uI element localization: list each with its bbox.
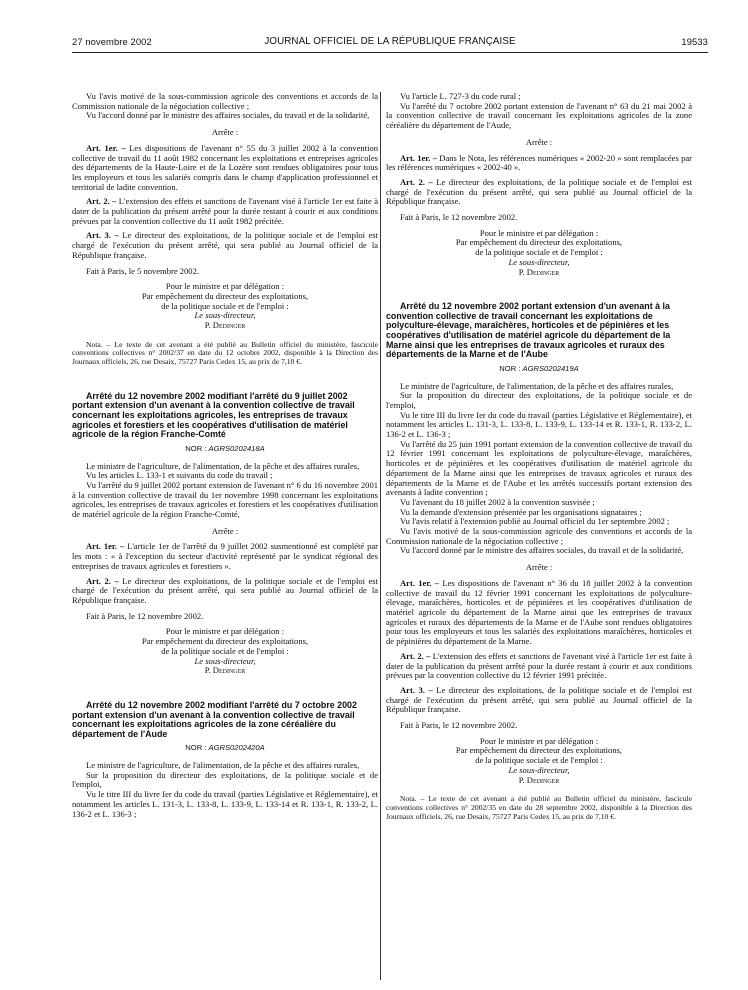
- signature-line: Le sous-directeur,: [194, 310, 256, 321]
- paragraph: Vu les articles L. 133-1 et suivants du code du travail ;: [86, 470, 273, 481]
- article: [386, 579, 692, 647]
- article-label: Art. 2. –: [86, 196, 117, 207]
- article-text: Le directeur des exploitations, de la politique sociale et de l'emploi est chargé de l'exécution du présent arrêté, qui sera publié au Journal officiel de la République française.: [386, 684, 692, 715]
- signature-line: Le sous-directeur,: [508, 256, 570, 267]
- columns: [72, 92, 708, 980]
- arrete-heading: Arrête :: [211, 127, 239, 138]
- article: [72, 542, 378, 571]
- article-text: L'extension des effets et sanctions de l'avenant visé à l'article 1er est faite à dater de la publication du présent arrêté pour la durée restant à courir et aux conditions prévues par la convention collective du 12 février 1991 précitée.: [386, 650, 693, 681]
- signature-date: Fait à Paris, le 12 novembre 2002.: [400, 212, 518, 223]
- paragraph: Vu l'avis motivé de la sous-commission agricole des conventions et accords de la Commission nationale de la négociation collective ;: [72, 91, 378, 111]
- decree-title: Arrêté du 12 novembre 2002 modifiant l'arrêté du 7 octobre 2002 portant extension d'un avenant à la convention collective de travail concernant les exploitations agricoles de la zone céréalière du département de l'Aude: [72, 699, 357, 739]
- signature-block: [72, 627, 378, 676]
- paragraph: Vu l'arrêté du 9 juillet 2002 portant extension de l'avenant n° 6 du 16 novembre 2001 à la convention collective de travail du 1er novembre 1998 concernant les exploitations agricoles, les entreprises de travaux agricoles et forestiers et les coopératives d'utilisation de matériel agricole de la région Franche-Comté,: [72, 479, 378, 520]
- article: [72, 577, 378, 606]
- paragraph: Vu la demande d'extension présentée par les organisations signataires ;: [400, 506, 642, 517]
- paragraph: Vu l'accord donné par le ministre des affaires sociales, du travail et de la solidarité,: [86, 110, 370, 121]
- paragraph: Sur la proposition du directeur des exploitations, de la politique sociale et de l'emploi,: [72, 769, 378, 790]
- article-text: Le directeur des exploitations, de la politique sociale et de l'emploi est chargé de l'exécution du présent arrêté, qui sera publié au Journal officiel de la République française.: [72, 575, 378, 605]
- signature-line: de la politique sociale et de l'emploi :: [161, 300, 289, 311]
- signature-block: [386, 737, 692, 786]
- paragraph: Vu l'avis relatif à l'extension publié au Journal officiel du 1er septembre 2002 ;: [400, 516, 670, 527]
- article-label: Art. 2. –: [400, 650, 431, 661]
- signature-line: de la politique sociale et de l'emploi :: [475, 247, 603, 258]
- article-label: Art. 1er. –: [400, 577, 440, 588]
- signature-line: Le sous-directeur,: [508, 764, 570, 775]
- signature-line: Par empêchement du directeur des exploitations,: [455, 237, 623, 248]
- article-text: Les dispositions de l'avenant n° 55 du 3 juillet 2002 à la convention collective de travail du 11 août 1982 concernant les exploitations et entreprises agricoles des départements de la Haute-Loire et de la Lozère sont rendues obligatoires pour tous les employeurs et tous les salariés compris dans le champ d'application professionnel et territorial de ladite convention.: [72, 142, 378, 192]
- arrete-heading: Arrête :: [211, 525, 239, 536]
- paragraph: Vu le titre III du livre Ier du code du travail (parties Législative et Réglementaire), et notamment les articles L. 131-3, L. 133-8, L. 133-9, L. 133-14 et R. 133-1, R. 133-2, L. 136-2 et L. 136-3 ;: [386, 409, 692, 440]
- article-label: Art. 2. –: [400, 176, 433, 187]
- article-label: Art. 1er. –: [86, 142, 126, 153]
- signature-line: Par empêchement du directeur des exploitations,: [141, 636, 309, 647]
- signature-date: Fait à Paris, le 5 novembre 2002.: [86, 265, 199, 276]
- article: [386, 178, 692, 207]
- page-header: [72, 36, 708, 50]
- signature-line: Par empêchement du directeur des exploitations,: [455, 745, 623, 756]
- paragraph: Vu l'accord donné par le ministre des affaires sociales, du travail et de la solidarité,: [400, 545, 684, 556]
- paragraph: Sur la proposition du directeur des exploitations, de la politique sociale et de l'emploi,: [386, 390, 692, 410]
- paragraph: Le ministre de l'agriculture, de l'alimentation, de la pêche et des affaires rurales,: [86, 759, 360, 770]
- paragraph: Vu le titre III du livre Ier du code du travail (parties Législative et Réglementaire), et notamment les articles L. 131-3, L. 133-8, L. 133-9, L. 133-14 et R. 133-1, R. 133-2, L. 136-2 et L. 136-3 ;: [72, 789, 378, 819]
- article: [386, 154, 692, 173]
- paragraph: Vu l'arrêté du 25 juin 1991 portant extension de la convention collective de travail du 12 février 1991 concernant les exploitations de polyculture-élevage, maraîchères, horticoles et de pépinières et les coopératives d'utilisation de matériel agricole du département de la Marne ainsi que les entreprises de travaux agricoles et ruraux des départements de la Marne et de l'Aube et les arrêtés successifs portant extension des avenants à ladite convention ;: [386, 438, 692, 498]
- paragraph: Vu l'avenant du 18 juillet 2002 à la convention susvisée ;: [400, 496, 595, 507]
- signatory-name: P. Dedinger: [204, 320, 246, 331]
- header-journal-title: JOURNAL OFFICIEL DE LA RÉPUBLIQUE FRANÇAISE: [264, 36, 516, 47]
- signature-line: Pour le ministre et par délégation :: [165, 281, 285, 292]
- signature-line: de la politique sociale et de l'emploi :: [161, 645, 289, 656]
- article: [72, 144, 378, 193]
- signature-block: [72, 282, 378, 331]
- signatory-name: P. Dedinger: [204, 665, 246, 676]
- article-text: Le directeur des exploitations, de la politique sociale et de l'emploi est chargé de l'exécution du présent arrêté, qui sera publié au Journal officiel de la République française.: [72, 230, 378, 260]
- signature-line: Pour le ministre et par délégation :: [165, 626, 285, 637]
- article: [72, 197, 378, 226]
- nota: Nota. – Le texte de cet avenant a été publié au Bulletin officiel du ministère, fascicule conventions collectives n° 2002/35 en date du 28 septembre 2002, disponible à la Direction des Journaux officiels, 26, rue Desaix, 75727 Paris Cedex 15, au prix de 7,10 €.: [386, 794, 692, 821]
- article-label: Art. 1er. –: [86, 541, 125, 552]
- nor-reference: NOR : AGRS0202419A: [499, 363, 579, 373]
- header-page-number: 19533: [681, 36, 708, 47]
- paragraph: Le ministre de l'agriculture, de l'alimentation, de la pêche et des affaires rurales,: [400, 380, 674, 391]
- decree-title: Arrêté du 12 novembre 2002 modifiant l'arrêté du 9 juillet 2002 portant extension d'un avenant à la convention collective de travail concernant les exploitations agricoles, les entreprises de travaux agricoles et forestiers et les coopératives d'utilisation de matériel agricole de la région Franche-Comté: [72, 390, 355, 440]
- paragraph: Vu l'avis motivé de la sous-commission agricole des conventions et accords de la Commission nationale de la négociation collective ;: [386, 526, 692, 546]
- article-text: L'extension des effets et sanctions de l'avenant visé à l'article 1er est faite à dater de la publication du présent arrêté pour la durée restant à courir et aux conditions prévues par la convention collective du 11 août 1982 précitée.: [72, 196, 379, 226]
- header-rule: [72, 52, 708, 53]
- signature-line: Le sous-directeur,: [194, 655, 256, 666]
- signature-line: de la politique sociale et de l'emploi :: [475, 755, 603, 766]
- article-text: Le directeur des exploitations, de la politique sociale et de l'emploi est chargé de l'exécution du présent arrêté, qui sera publié au Journal officiel de la République française.: [386, 176, 692, 207]
- paragraph: Vu l'arrêté du 7 octobre 2002 portant extension de l'avenant n° 63 du 21 mai 2002 à la convention collective de travail concernant les exploitations agricoles de la zone céréalière du département de l'Aude,: [386, 100, 692, 131]
- nor-reference: NOR : AGRS0202418A: [185, 443, 265, 453]
- article-label: Art. 3. –: [400, 684, 433, 695]
- signature-date: Fait à Paris, le 12 novembre 2002.: [400, 720, 518, 731]
- nota: Nota. – Le texte de cet avenant a été publié au Bulletin officiel du ministère, fascicule conventions collectives n° 2002/37 en date du 12 octobre 2002, disponible à la Direction des Journaux officiels, 26, rue Desaix, 75727 Paris Cedex 15, au prix de 7,10 €.: [72, 339, 378, 367]
- article: [386, 686, 692, 715]
- paragraph: Le ministre de l'agriculture, de l'alimentation, de la pêche et des affaires rurales,: [86, 460, 360, 471]
- left-column: [72, 92, 378, 819]
- signature-line: Par empêchement du directeur des exploitations,: [141, 290, 309, 301]
- article: [72, 231, 378, 260]
- nor-reference: NOR : AGRS0202420A: [185, 743, 265, 753]
- right-column: [386, 92, 692, 821]
- signatory-name: P. Dedinger: [518, 774, 560, 785]
- column-divider: [380, 92, 381, 980]
- article-text: Les dispositions de l'avenant n° 36 du 18 juillet 2002 à la convention collective de travail du 12 février 1991 concernant les exploitations de polyculture-élevage, maraîchères, horticoles et de pépinières et les coopératives d'utilisation de matériel agricole du département de la Marne ainsi que les entreprises de travaux agricoles et ruraux des départements de la Marne et de l'Aube sont rendues obligatoires pour tous les employeurs et tous les salariés des exploitations maraîchères, horticoles et de pépinières du département de la Marne.: [386, 577, 693, 647]
- article-label: Art. 2. –: [86, 575, 119, 586]
- arrete-heading: Arrête :: [525, 562, 553, 573]
- article: [386, 652, 692, 681]
- decree-title: Arrêté du 12 novembre 2002 portant extension d'un avenant à la convention collective de travail concernant les exploitations de polyculture-élevage, maraîchères, horticoles et de pépinières et les coopératives d'utilisation de matériel agricole du département de la Marne ainsi que les entreprises de travaux agricoles et ruraux des départements de la Marne et de l'Aube: [386, 301, 671, 360]
- article-text: Dans le Nota, les références numériques « 2002-20 » sont remplacées par les références numériques « 2002-40 ».: [386, 152, 692, 173]
- signatory-name: P. Dedinger: [518, 266, 560, 277]
- signature-line: Pour le ministre et par délégation :: [479, 735, 599, 746]
- paragraph: Vu l'article L. 727-3 du code rural ;: [400, 91, 521, 101]
- signature-line: Pour le ministre et par délégation :: [479, 227, 599, 238]
- article-label: Art. 3. –: [86, 230, 119, 241]
- article-text: L'article 1er de l'arrêté du 9 juillet 2002 susmentionné est complété par les mots : « à l'exception du secteur d'activité représenté par le syndicat régional des entreprises de travaux agricoles et forestiers ».: [72, 541, 378, 571]
- article-label: Art. 1er. –: [400, 152, 437, 163]
- header-date: 27 novembre 2002: [72, 36, 152, 47]
- arrete-heading: Arrête :: [525, 136, 553, 147]
- signature-date: Fait à Paris, le 12 novembre 2002.: [86, 610, 204, 621]
- signature-block: [386, 229, 692, 278]
